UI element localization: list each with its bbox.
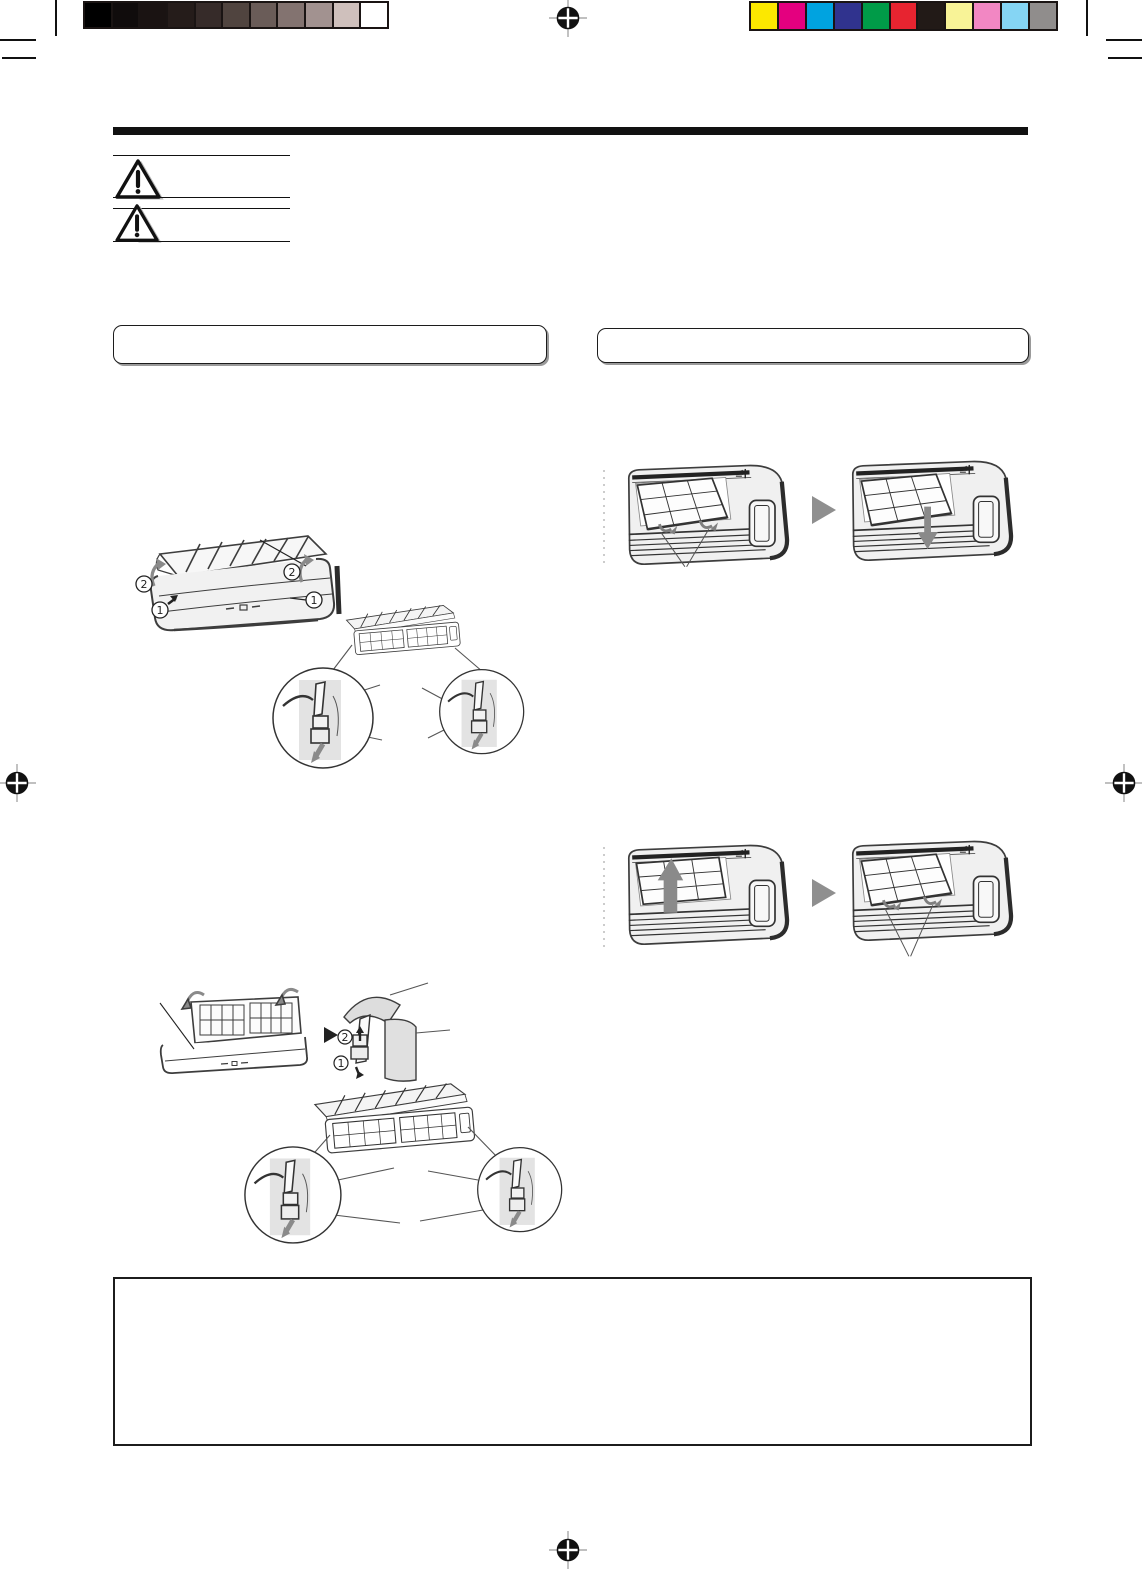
svg-text:1: 1 xyxy=(156,604,164,617)
registration-mark-bottom-center xyxy=(548,1530,588,1569)
warning-triangle-icon xyxy=(114,158,164,201)
color-swatch xyxy=(863,3,889,29)
sequence-arrow-icon xyxy=(324,1027,338,1043)
crop-mark-top-left-h2 xyxy=(2,57,36,59)
section-header-left xyxy=(113,325,547,364)
registration-mark-top-center xyxy=(548,0,588,38)
figure-open-front-panel xyxy=(130,520,570,780)
page-title-rule xyxy=(113,127,1028,135)
ac-unit-filter-inserting xyxy=(629,846,787,945)
latch-engage-detail xyxy=(334,983,450,1081)
latch-detail-magnifier-right xyxy=(440,670,524,754)
crop-mark-top-left-vertical xyxy=(55,0,57,36)
warning-divider-2 xyxy=(113,197,290,198)
grayscale-swatch xyxy=(85,3,111,27)
figure-remove-filter-sequence xyxy=(600,458,1030,578)
svg-text:2: 2 xyxy=(288,566,296,579)
crop-mark-top-left-h1 xyxy=(0,39,36,41)
color-swatch xyxy=(807,3,833,29)
svg-text:2: 2 xyxy=(140,578,148,591)
figure-reattach-front-panel xyxy=(138,975,590,1245)
registration-mark-right-center xyxy=(1104,763,1142,803)
color-swatch xyxy=(974,3,1000,29)
figure-reinstall-filter-sequence xyxy=(600,835,1030,970)
color-calibration-bar xyxy=(749,1,1058,31)
latch-detail-magnifier-left xyxy=(245,1147,341,1243)
ac-unit-filter-tabs-lock xyxy=(853,842,1011,957)
grayscale-swatch xyxy=(223,3,249,27)
note-box xyxy=(113,1277,1032,1446)
grayscale-swatch xyxy=(334,3,360,27)
ac-unit-lid-open xyxy=(160,989,307,1073)
color-swatch xyxy=(835,3,861,29)
svg-text:1: 1 xyxy=(310,594,318,607)
grayscale-calibration-bar xyxy=(83,1,389,29)
grayscale-swatch xyxy=(251,3,277,27)
color-swatch xyxy=(779,3,805,29)
front-panel-with-filters xyxy=(346,604,461,656)
grayscale-swatch xyxy=(196,3,222,27)
sequence-arrow-icon xyxy=(812,879,836,907)
front-panel-with-filters xyxy=(314,1081,475,1154)
color-swatch xyxy=(891,3,917,29)
svg-text:1: 1 xyxy=(337,1057,345,1070)
grayscale-swatch xyxy=(140,3,166,27)
warning-triangle-icon xyxy=(114,203,162,244)
ac-unit-filter-tilted xyxy=(629,466,787,567)
color-swatch xyxy=(751,3,777,29)
latch-detail-magnifier-right xyxy=(478,1148,562,1232)
warning-divider-1 xyxy=(113,155,290,156)
sequence-arrow-icon xyxy=(812,496,836,524)
grayscale-swatch xyxy=(306,3,332,27)
latch-detail-magnifier-left xyxy=(273,668,373,768)
registration-mark-left-center xyxy=(0,763,37,803)
crop-mark-top-right-h2 xyxy=(1108,57,1142,59)
grayscale-swatch xyxy=(113,3,139,27)
color-swatch xyxy=(1002,3,1028,29)
crop-mark-top-right-h1 xyxy=(1106,39,1142,41)
color-swatch xyxy=(946,3,972,29)
crop-mark-top-right-vertical xyxy=(1086,0,1088,36)
ac-unit-filter-sliding-down xyxy=(853,462,1011,561)
color-swatch xyxy=(1030,3,1056,29)
ac-unit-open-flap xyxy=(151,536,339,630)
section-header-right xyxy=(597,328,1029,363)
grayscale-swatch xyxy=(278,3,304,27)
svg-text:2: 2 xyxy=(341,1031,349,1044)
grayscale-swatch xyxy=(168,3,194,27)
color-swatch xyxy=(918,3,944,29)
warning-divider-4 xyxy=(113,241,290,242)
grayscale-swatch xyxy=(361,3,387,27)
